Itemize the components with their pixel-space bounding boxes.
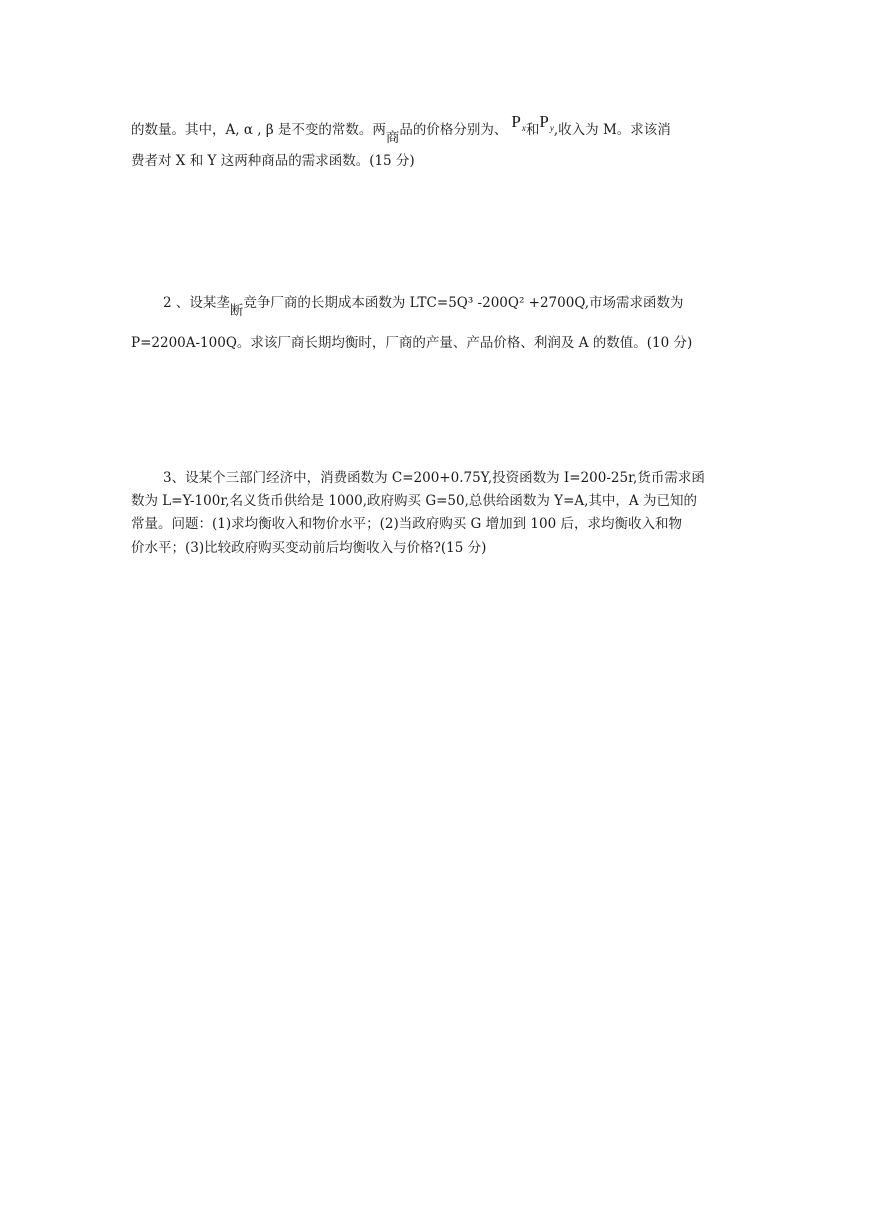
q1-line-1 xyxy=(131,112,741,146)
q1-text-d: ,收入为 M。求该消 xyxy=(553,122,671,138)
q2-line-1 xyxy=(163,292,773,319)
q3-line-4: 价水平；(3)比较政府购买变动前后均衡收入与价格?(15 分) xyxy=(131,540,487,556)
q1-text-b: 商 xyxy=(385,130,400,146)
q1-text-a: 的数量。其中，A, α , β 是不变的常数。两 xyxy=(131,122,386,138)
q3-line-1: 3、设某个三部门经济中，消费函数为 C=200+0.75Y,投资函数为 I=200-25r,货币需求函 xyxy=(163,470,705,486)
q1-and: 和 xyxy=(525,122,540,138)
q2-text-c: 竞争厂商的长期成本函数为 LTC=5Q³ -200Q² +2700Q,市场需求函数为 xyxy=(243,295,684,311)
q3-line-2: 数为 L=Y-100r,名义货币供给是 1000,政府购买 G=50,总供给函数为 Y=A,其中，A 为已知的 xyxy=(131,493,697,509)
q1-text-c: 品的价格分别为、 xyxy=(399,122,508,138)
q2-line-2: P=2200A-100Q。求该厂商长期均衡时，厂商的产量、产品价格、利润及 A 的数值。(10 分) xyxy=(131,335,693,351)
q2-text-a: 2 、设某垄 xyxy=(163,295,230,311)
py-symbol: P xyxy=(539,112,549,131)
q1-line-2: 费者对 X 和 Y 这两种商品的需求函数。(15 分) xyxy=(131,153,415,169)
q2-text-b: 断 xyxy=(229,303,244,319)
q3-line-3: 常量。问题：(1)求均衡收入和物价水平；(2)当政府购买 G 增加到 100 后，求均衡收入和物 xyxy=(131,516,682,532)
px-subscript: x xyxy=(521,123,526,133)
py-subscript: y xyxy=(549,123,554,133)
px-symbol: P xyxy=(511,112,521,131)
